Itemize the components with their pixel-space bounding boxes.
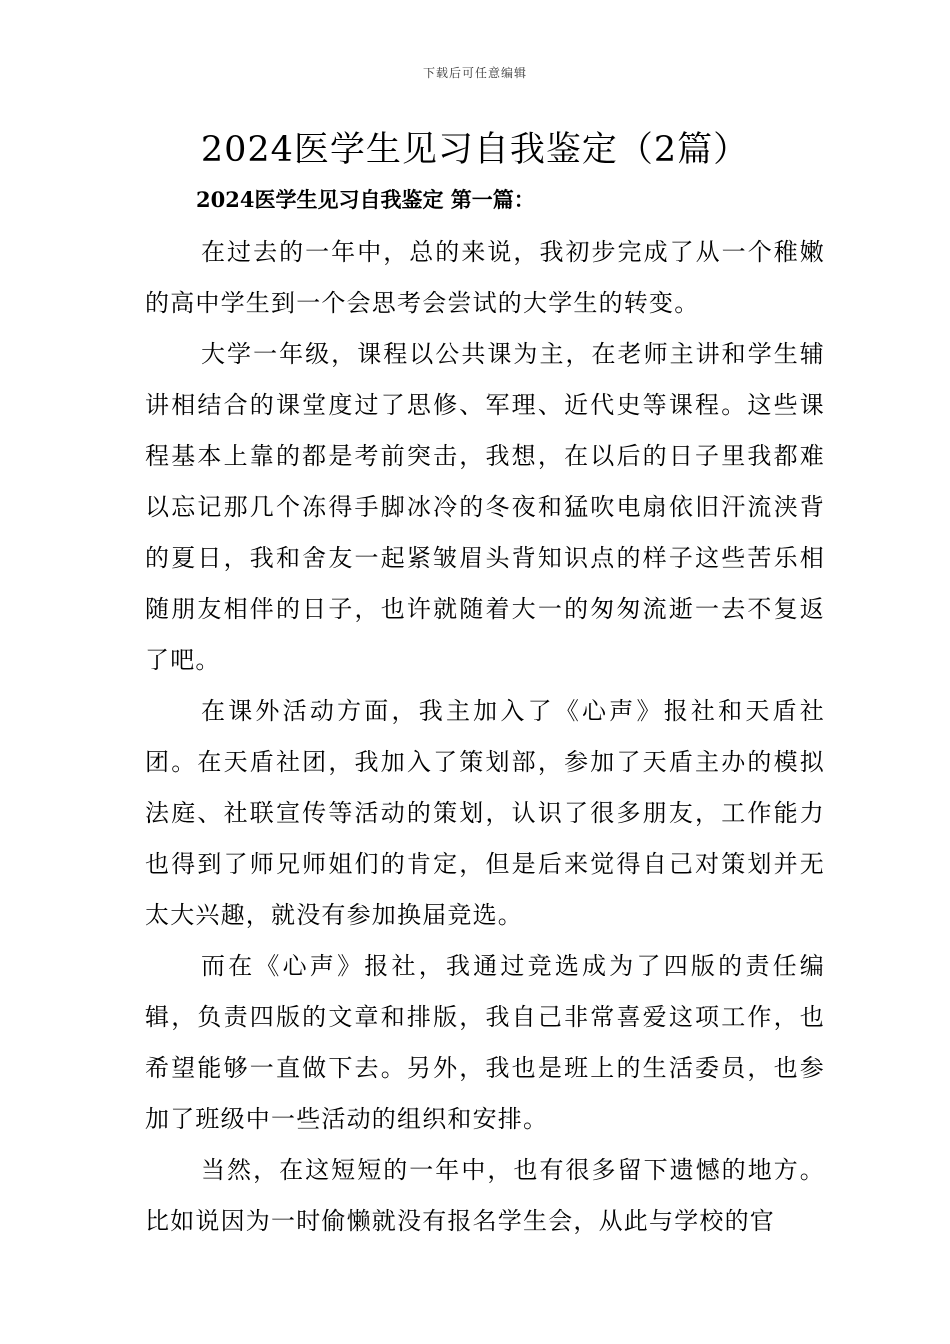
document-body xyxy=(145,227,825,1247)
paragraph-3: 在课外活动方面，我主加入了《心声》报社和天盾社团。在天盾社团，我加入了策划部，参加了天盾主办的模拟法庭、社联宣传等活动的策划，认识了很多朋友，工作能力也得到了师兄师姐们的肯定，但是后来觉得自己对策划并无太大兴趣，就没有参加换届竞选。 xyxy=(145,697,825,929)
paragraph-1: 在过去的一年中，总的来说，我初步完成了从一个稚嫩的高中学生到一个会思考会尝试的大学生的转变。 xyxy=(145,238,825,317)
document-title: 2024医学生见习自我鉴定（2篇） xyxy=(200,130,750,170)
paragraph-2: 大学一年级，课程以公共课为主，在老师主讲和学生辅讲相结合的课堂度过了思修、军理、近代史等课程。这些课程基本上靠的都是考前突击，我想，在以后的日子里我都难以忘记那几个冻得手脚冰冷的冬夜和猛吹电扇依旧汗流浃背的夏日，我和舍友一起紧皱眉头背知识点的样子这些苦乐相随朋友相伴的日子，也许就随着大一的匆匆流逝一去不复返了吧。 xyxy=(145,340,825,674)
section-heading: 2024医学生见习自我鉴定 第一篇： xyxy=(196,187,535,212)
paragraph-4: 而在《心声》报社，我通过竞选成为了四版的责任编辑，负责四版的文章和排版，我自己非常喜爱这项工作，也希望能够一直做下去。另外，我也是班上的生活委员，也参加了班级中一些活动的组织和安排。 xyxy=(145,952,825,1133)
paragraph-5: 当然，在这短短的一年中，也有很多留下遗憾的地方。比如说因为一时偷懒就没有报名学生会，从此与学校的官 xyxy=(145,1156,825,1235)
page-header-note: 下载后可任意编辑 xyxy=(422,66,527,80)
